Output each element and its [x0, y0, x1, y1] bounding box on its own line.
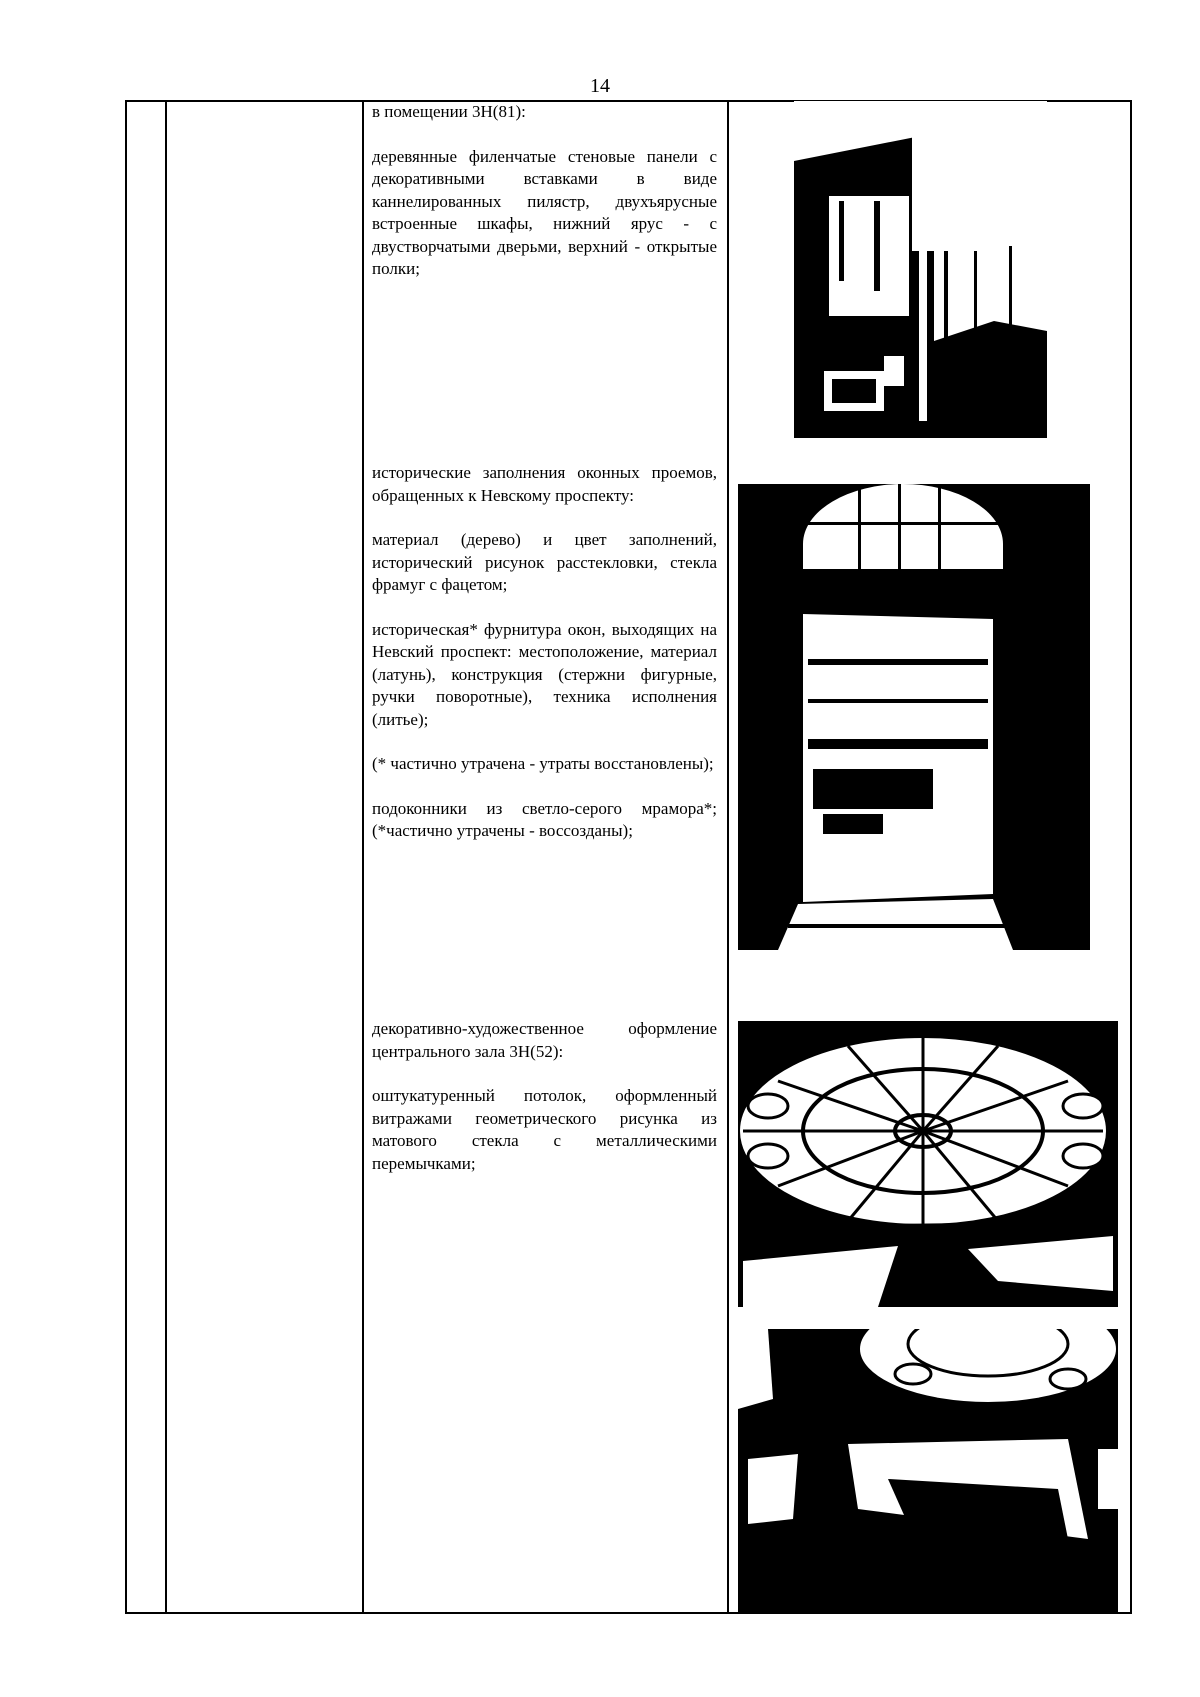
- column-divider-3: [727, 100, 729, 1614]
- section-hall: [372, 1018, 717, 1175]
- page-number: 14: [590, 75, 610, 97]
- section-windows-heading: исторические заполнения оконных проемов, обращенных к Невскому проспекту:: [372, 463, 717, 505]
- photo-room-panels: [794, 101, 1047, 438]
- photo-stained-glass-ceiling: [738, 1021, 1118, 1307]
- photo-ceiling-perspective: [738, 1329, 1118, 1614]
- section-panels-heading: в помещении 3Н(81):: [372, 102, 526, 121]
- column-divider-1: [165, 100, 167, 1614]
- section-panels: [372, 101, 717, 281]
- section-windows-footnote: (* частично утрачена - утраты восстановлены);: [372, 754, 714, 773]
- section-windows-hardware: историческая* фурнитура окон, выходящих на Невский проспект: местоположение, материал (латунь), конструкция (стержни фигурные, ручки поворотные), техника исполнения (литье);: [372, 619, 717, 729]
- section-hall-ceiling: оштукатуренный потолок, оформленный витражами геометрического рисунка из матового стекла с металлическими перемычками;: [372, 1086, 717, 1173]
- section-panels-description: деревянные филенчатые стеновые панели с декоративными вставками в виде каннелированных пилястр, двухъярусные встроенные шкафы, нижний ярус - с двустворчатыми дверьми, верхний - открытые полки;: [372, 146, 717, 278]
- column-divider-2: [362, 100, 364, 1614]
- section-windows: [372, 462, 717, 843]
- section-windows-sills: подоконники из светло-серого мрамора*; (*частично утрачены - воссозданы);: [372, 798, 717, 840]
- photo-arched-window: [738, 484, 1090, 950]
- section-hall-heading: декоративно-художественное оформление центрального зала 3Н(52):: [372, 1019, 717, 1061]
- section-windows-material: материал (дерево) и цвет заполнений, исторический рисунок расстекловки, стекла фрамуг с фацетом;: [372, 530, 717, 594]
